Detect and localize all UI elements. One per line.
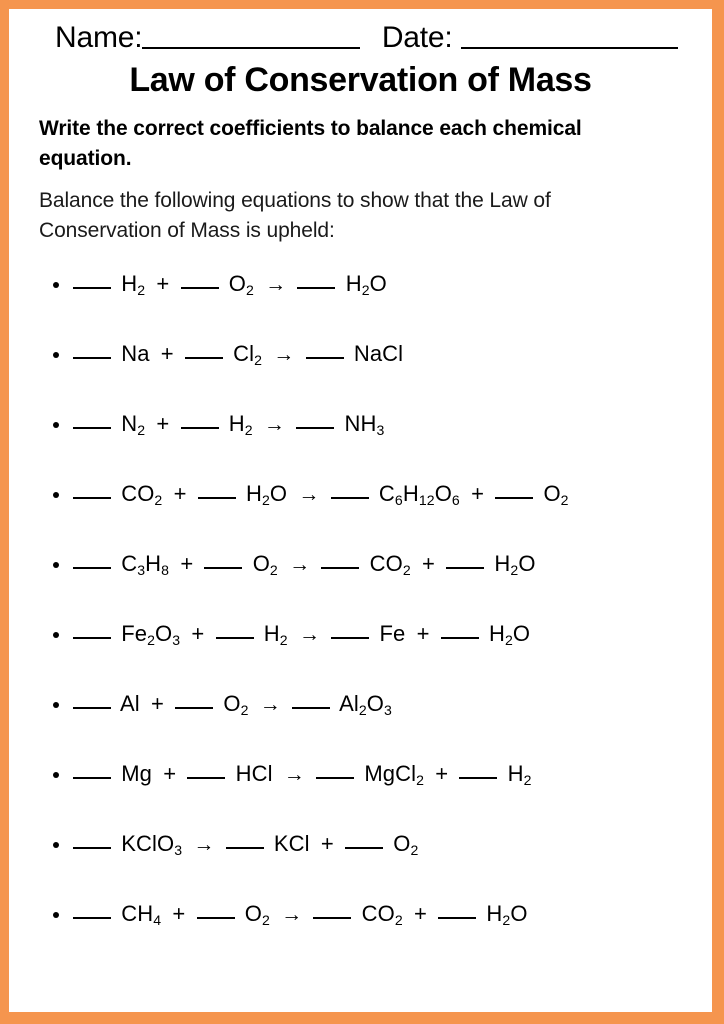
chemical-formula: $Al_2O_3$ (339, 691, 392, 718)
chemical-formula: $H_2$ (263, 621, 288, 648)
equation-item (53, 343, 692, 413)
plus-sign: + (156, 411, 170, 437)
chemical-formula: $CH_4$ (121, 901, 162, 928)
reaction-arrow-icon: → (273, 343, 295, 367)
coefficient-blank[interactable] (441, 637, 479, 639)
chemical-formula: NaCl (353, 341, 404, 367)
chemical-formula: $O_2$ (252, 551, 278, 578)
coefficient-blank[interactable] (331, 637, 369, 639)
name-input-rule[interactable] (142, 47, 359, 49)
coefficient-blank[interactable] (181, 427, 219, 429)
chemical-formula: $H_2O$ (494, 551, 536, 578)
coefficient-blank[interactable] (438, 917, 476, 919)
equation-item (53, 623, 692, 693)
bullet-icon (53, 562, 59, 568)
chemical-formula: KClO$_3$ (121, 831, 183, 858)
equation-text (73, 761, 532, 788)
chemical-formula: $H_2$ (507, 761, 532, 788)
chemical-formula: $CO_2$ (121, 481, 163, 508)
coefficient-blank[interactable] (175, 707, 213, 709)
plus-sign: + (421, 551, 435, 577)
equation-item (53, 903, 692, 973)
chemical-formula: $H_2$ (228, 411, 253, 438)
chemical-formula: $O_2$ (228, 271, 254, 298)
reaction-arrow-icon: → (193, 833, 215, 857)
equation-list (9, 273, 712, 973)
instruction-secondary: Balance the following equations to show that the Law of Conservation of Mass is upheld: (39, 188, 551, 243)
reaction-arrow-icon: → (298, 623, 321, 647)
coefficient-blank[interactable] (216, 637, 254, 639)
chemical-formula: $H_2O$ (345, 271, 387, 298)
chemical-formula: HCl (235, 761, 273, 787)
equation-item (53, 413, 692, 483)
coefficient-blank[interactable] (73, 777, 111, 779)
plus-sign: + (163, 761, 177, 787)
plus-sign: + (160, 341, 174, 367)
coefficient-blank[interactable] (73, 637, 111, 639)
bullet-icon (53, 772, 59, 778)
coefficient-blank[interactable] (316, 777, 354, 779)
instructions-block (9, 100, 712, 247)
name-label: Name: (55, 21, 143, 54)
plus-sign: + (414, 901, 427, 927)
chemical-formula: $N_2$ (121, 411, 146, 438)
bullet-icon (53, 422, 59, 428)
bullet-icon (53, 492, 59, 498)
coefficient-blank[interactable] (296, 427, 334, 429)
plus-sign: + (180, 551, 194, 577)
page-title: Law of Conservation of Mass (129, 61, 592, 99)
reaction-arrow-icon: → (289, 553, 311, 577)
coefficient-blank[interactable] (292, 707, 330, 709)
coefficient-blank[interactable] (331, 497, 369, 499)
chemical-formula: $CO_2$ (369, 551, 411, 578)
equation-text (73, 551, 536, 578)
plus-sign: + (191, 621, 205, 647)
coefficient-blank[interactable] (459, 777, 497, 779)
coefficient-blank[interactable] (73, 287, 111, 289)
chemical-formula: $O_2$ (543, 481, 569, 508)
coefficient-blank[interactable] (73, 497, 111, 499)
chemical-formula: Na (121, 341, 150, 367)
coefficient-blank[interactable] (446, 567, 484, 569)
equation-text (73, 271, 387, 298)
chemical-formula: $H_2O$ (245, 481, 288, 508)
chemical-formula: Mg (121, 761, 152, 787)
chemical-formula: $H_2$ (121, 271, 146, 298)
coefficient-blank[interactable] (313, 917, 351, 919)
equation-item (53, 833, 692, 903)
reaction-arrow-icon: → (263, 413, 286, 437)
plus-sign: + (320, 831, 334, 857)
chemical-formula: KCl (273, 831, 310, 857)
chemical-formula: Al (120, 691, 140, 717)
bullet-icon (53, 282, 59, 288)
plus-sign: + (416, 621, 430, 647)
worksheet-content-area (9, 9, 712, 1012)
chemical-formula: $CO_2$ (361, 901, 403, 928)
chemical-formula: $Fe_2O_3$ (121, 621, 181, 648)
equation-text (73, 411, 385, 438)
coefficient-blank[interactable] (345, 847, 383, 849)
plus-sign: + (435, 761, 449, 787)
plus-sign: + (471, 481, 485, 507)
coefficient-blank[interactable] (321, 567, 359, 569)
date-label: Date: (381, 21, 453, 54)
plus-sign: + (156, 271, 170, 297)
equation-text (73, 341, 404, 368)
coefficient-blank[interactable] (181, 287, 219, 289)
reaction-arrow-icon: → (265, 273, 287, 297)
chemical-formula: $H_2O$ (486, 901, 528, 928)
chemical-formula: $O_2$ (393, 831, 419, 858)
coefficient-blank[interactable] (73, 567, 111, 569)
chemical-formula: $C_6H_{12}O_6$ (378, 481, 460, 508)
bullet-icon (53, 352, 59, 358)
chemical-formula: $O_2$ (223, 691, 249, 718)
bullet-icon (53, 702, 59, 708)
plus-sign: + (172, 901, 186, 927)
equation-item (53, 763, 692, 833)
bullet-icon (53, 842, 59, 848)
plus-sign: + (150, 691, 164, 717)
coefficient-blank[interactable] (204, 567, 242, 569)
chemical-formula: $H_2O$ (488, 621, 531, 648)
coefficient-blank[interactable] (73, 917, 111, 919)
reaction-arrow-icon: → (283, 763, 305, 787)
coefficient-blank[interactable] (73, 357, 111, 359)
plus-sign: + (173, 481, 187, 507)
bullet-icon (53, 912, 59, 918)
chemical-formula: $Cl_2$ (233, 341, 263, 368)
reaction-arrow-icon: → (259, 693, 281, 717)
equation-item (53, 483, 692, 553)
equation-text (73, 481, 569, 508)
coefficient-blank[interactable] (226, 847, 264, 849)
coefficient-blank[interactable] (495, 497, 533, 499)
chemical-formula: MgCl$_2$ (364, 761, 425, 788)
equation-text (73, 691, 392, 718)
coefficient-blank[interactable] (187, 777, 225, 779)
name-date-row (9, 9, 712, 53)
coefficient-blank[interactable] (73, 847, 111, 849)
equation-item (53, 693, 692, 763)
chemical-formula: $C_3H_8$ (121, 551, 170, 578)
coefficient-blank[interactable] (73, 427, 111, 429)
equation-item (53, 273, 692, 343)
equation-text (73, 831, 419, 858)
coefficient-blank[interactable] (73, 707, 111, 709)
reaction-arrow-icon: → (281, 903, 303, 927)
coefficient-blank[interactable] (297, 287, 335, 289)
equation-text (73, 901, 528, 928)
equation-item (53, 553, 692, 623)
chemical-formula: $NH_3$ (344, 411, 385, 438)
equation-text (73, 621, 531, 648)
coefficient-blank[interactable] (197, 917, 235, 919)
coefficient-blank[interactable] (185, 357, 223, 359)
coefficient-blank[interactable] (198, 497, 236, 499)
bullet-icon (53, 632, 59, 638)
chemical-formula: $O_2$ (244, 901, 270, 928)
date-input-rule[interactable] (461, 47, 678, 49)
instruction-primary: Write the correct coefficients to balance each chemical equation. (39, 117, 582, 170)
reaction-arrow-icon: → (298, 483, 320, 507)
chemical-formula: Fe (379, 621, 406, 647)
coefficient-blank[interactable] (306, 357, 344, 359)
